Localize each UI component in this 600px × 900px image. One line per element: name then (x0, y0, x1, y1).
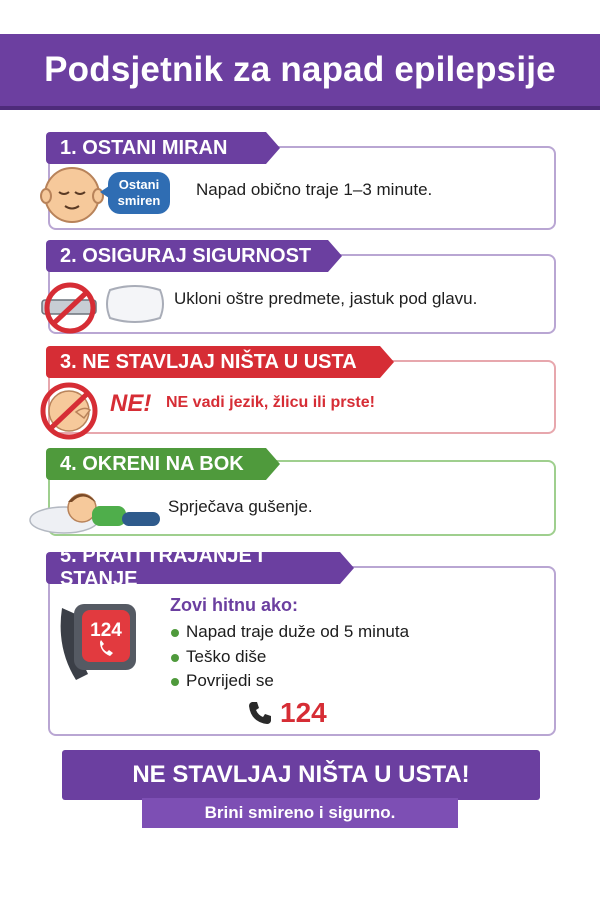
sub-banner (142, 798, 458, 828)
bubble-line-2: smiren (117, 193, 161, 208)
list-item: Povrijedi se (170, 669, 409, 694)
list-item: Teško diše (170, 645, 409, 670)
no-hand-in-mouth-icon (36, 382, 102, 440)
step-1-heading: 1. OSTANI MIRAN (46, 132, 266, 164)
step-2-heading: 2. OSIGURAJ SIGURNOST (46, 240, 328, 272)
title-banner (0, 34, 600, 110)
bottom-banner-text: NE STAVLJAJ NIŠTA U USTA! (132, 761, 470, 788)
call-conditions-list (170, 620, 409, 694)
step-3-heading: 3. NE STAVLJAJ NIŠTA U USTA (46, 346, 380, 378)
bottom-banner (62, 750, 540, 800)
phone-badge-number: 124 (90, 620, 122, 641)
page-title: Podsjetnik za napad epilepsije (44, 50, 556, 89)
step-1-text: Napad obično traje 1–3 minute. (196, 180, 433, 199)
step-4-text: Sprječava gušenje. (168, 497, 313, 516)
ne-label: NE! (110, 390, 152, 417)
step-5-heading: 5. PRATI TRAJANJE I STANJE (46, 552, 340, 584)
phone-icon (246, 699, 274, 727)
calm-face-icon (40, 162, 104, 226)
child-recovery-position-icon (26, 484, 166, 540)
list-item: Napad traje duže od 5 minuta (170, 620, 409, 645)
step-2-text: Ukloni oštre predmete, jastuk pod glavu. (174, 289, 478, 308)
speech-bubble (108, 172, 170, 214)
emergency-call-line (246, 697, 327, 729)
bubble-line-1: Ostani (118, 177, 160, 192)
pillow-icon (104, 280, 166, 328)
phone-emergency-icon (52, 596, 148, 688)
step-3-text: NE vadi jezik, žlicu ili prste! (166, 394, 375, 411)
step-4-heading: 4. OKRENI NA BOK (46, 448, 266, 480)
sub-banner-text: Brini smireno i sigurno. (204, 803, 396, 822)
call-title: Zovi hitnu ako: (170, 595, 298, 615)
emergency-number: 124 (280, 697, 327, 728)
no-sharp-objects-icon (36, 282, 106, 334)
